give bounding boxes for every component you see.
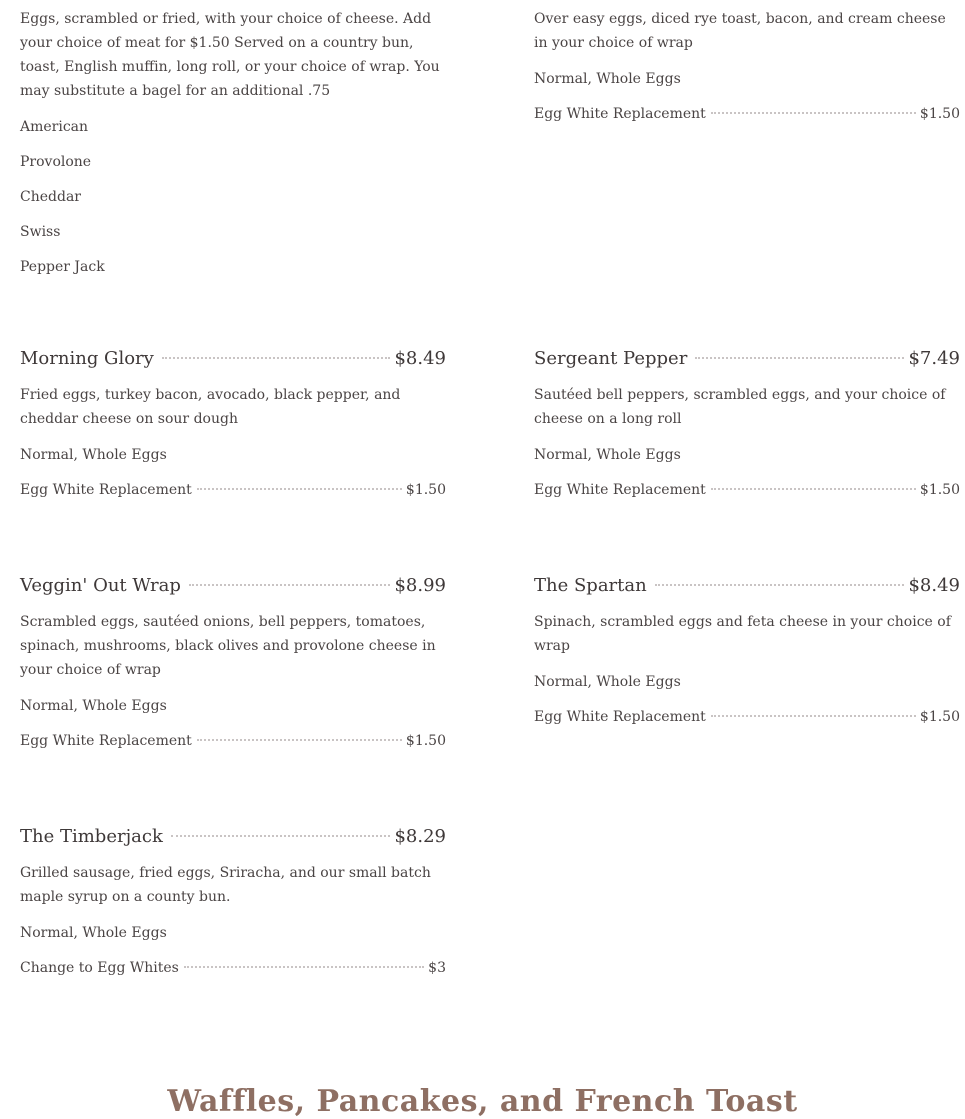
section-title-waffles: Waffles, Pancakes, and French Toast	[167, 1084, 798, 1119]
item-name: Morning Glory	[20, 348, 154, 369]
item-name: The Spartan	[534, 575, 647, 596]
option-label: Normal, Whole Eggs	[20, 447, 167, 463]
item-name: The Timberjack	[20, 826, 163, 847]
option-label: Normal, Whole Eggs	[534, 674, 681, 690]
option-label: Change to Egg Whites	[20, 960, 179, 976]
option-price: $1.50	[405, 733, 446, 749]
item-description: Eggs, scrambled or fried, with your choice of cheese. Add your choice of meat for $1.50 Served on a country bun, toast, English muffin, long roll, or your choice of wrap. You may substitute a bagel for an additional .75	[20, 11, 440, 99]
item-header	[20, 826, 446, 847]
option-price: $1.50	[919, 106, 960, 122]
item-description: Over easy eggs, diced rye toast, bacon, and cream cheese in your choice of wrap	[534, 11, 946, 51]
option-label: Egg White Replacement	[20, 733, 192, 749]
option-normal-eggs[interactable]	[534, 69, 960, 90]
leader-dots	[695, 357, 904, 359]
option-pepper-jack[interactable]	[20, 257, 446, 278]
leader-dots	[655, 584, 905, 586]
leader-dots	[711, 488, 916, 490]
item-name: Sergeant Pepper	[534, 348, 688, 369]
item-price: $7.49	[908, 348, 960, 369]
item-description: Fried eggs, turkey bacon, avocado, black pepper, and cheddar cheese on sour dough	[20, 387, 401, 427]
option-label: Egg White Replacement	[534, 709, 706, 725]
option-egg-white[interactable]	[20, 731, 446, 752]
leader-dots	[189, 584, 391, 586]
item-description: Grilled sausage, fried eggs, Sriracha, and our small batch maple syrup on a county bun.	[20, 865, 431, 905]
option-egg-white[interactable]	[20, 480, 446, 501]
item-header	[534, 348, 960, 369]
option-label: Egg White Replacement	[534, 106, 706, 122]
option-label: Normal, Whole Eggs	[534, 71, 681, 87]
option-egg-white[interactable]	[534, 707, 960, 728]
option-normal-eggs[interactable]	[20, 445, 446, 466]
option-normal-eggs[interactable]	[534, 445, 960, 466]
item-description: Spinach, scrambled eggs and feta cheese in your choice of wrap	[534, 614, 951, 654]
option-normal-eggs[interactable]	[20, 923, 446, 944]
option-label: Normal, Whole Eggs	[20, 925, 167, 941]
item-header	[20, 575, 446, 596]
item-description: Sautéed bell peppers, scrambled eggs, and your choice of cheese on a long roll	[534, 387, 946, 427]
option-label: Cheddar	[20, 189, 81, 205]
option-provolone[interactable]	[20, 152, 446, 173]
option-normal-eggs[interactable]	[534, 672, 960, 693]
option-label: Normal, Whole Eggs	[534, 447, 681, 463]
option-egg-white[interactable]	[534, 480, 960, 501]
option-label: Pepper Jack	[20, 259, 105, 275]
option-egg-white[interactable]	[534, 104, 960, 125]
menu-item-sergeant-pepper	[534, 348, 960, 515]
option-price: $1.50	[405, 482, 446, 498]
option-label: American	[20, 119, 89, 135]
option-cheddar[interactable]	[20, 187, 446, 208]
option-price: $3	[428, 960, 446, 976]
option-price: $1.50	[919, 709, 960, 725]
item-price: $8.49	[908, 575, 960, 596]
menu-item-rye-wrap	[534, 7, 960, 139]
menu-item-the-timberjack	[20, 826, 446, 993]
item-header	[20, 348, 446, 369]
option-label: Egg White Replacement	[534, 482, 706, 498]
option-label: Normal, Whole Eggs	[20, 698, 167, 714]
option-label: Egg White Replacement	[20, 482, 192, 498]
menu-item-the-spartan	[534, 575, 960, 742]
option-normal-eggs[interactable]	[20, 696, 446, 717]
menu-item-veggin-out-wrap	[20, 575, 446, 766]
leader-dots	[711, 715, 916, 717]
menu-item-egg-cheese	[20, 7, 446, 292]
leader-dots	[197, 488, 402, 490]
item-name: Veggin' Out Wrap	[20, 575, 181, 596]
leader-dots	[711, 112, 916, 114]
item-price: $8.99	[394, 575, 446, 596]
leader-dots	[171, 835, 391, 837]
menu-item-morning-glory	[20, 348, 446, 515]
item-price: $8.49	[394, 348, 446, 369]
option-price: $1.50	[919, 482, 960, 498]
option-label: Swiss	[20, 224, 61, 240]
leader-dots	[197, 739, 402, 741]
option-american[interactable]	[20, 117, 446, 138]
leader-dots	[162, 357, 391, 359]
option-label: Provolone	[20, 154, 92, 170]
option-egg-white[interactable]	[20, 958, 446, 979]
item-header	[534, 575, 960, 596]
leader-dots	[184, 966, 424, 968]
option-swiss[interactable]	[20, 222, 446, 243]
item-price: $8.29	[394, 826, 446, 847]
item-description: Scrambled eggs, sautéed onions, bell peppers, tomatoes, spinach, mushrooms, black olives and provolone cheese in your choice of wrap	[20, 614, 436, 678]
